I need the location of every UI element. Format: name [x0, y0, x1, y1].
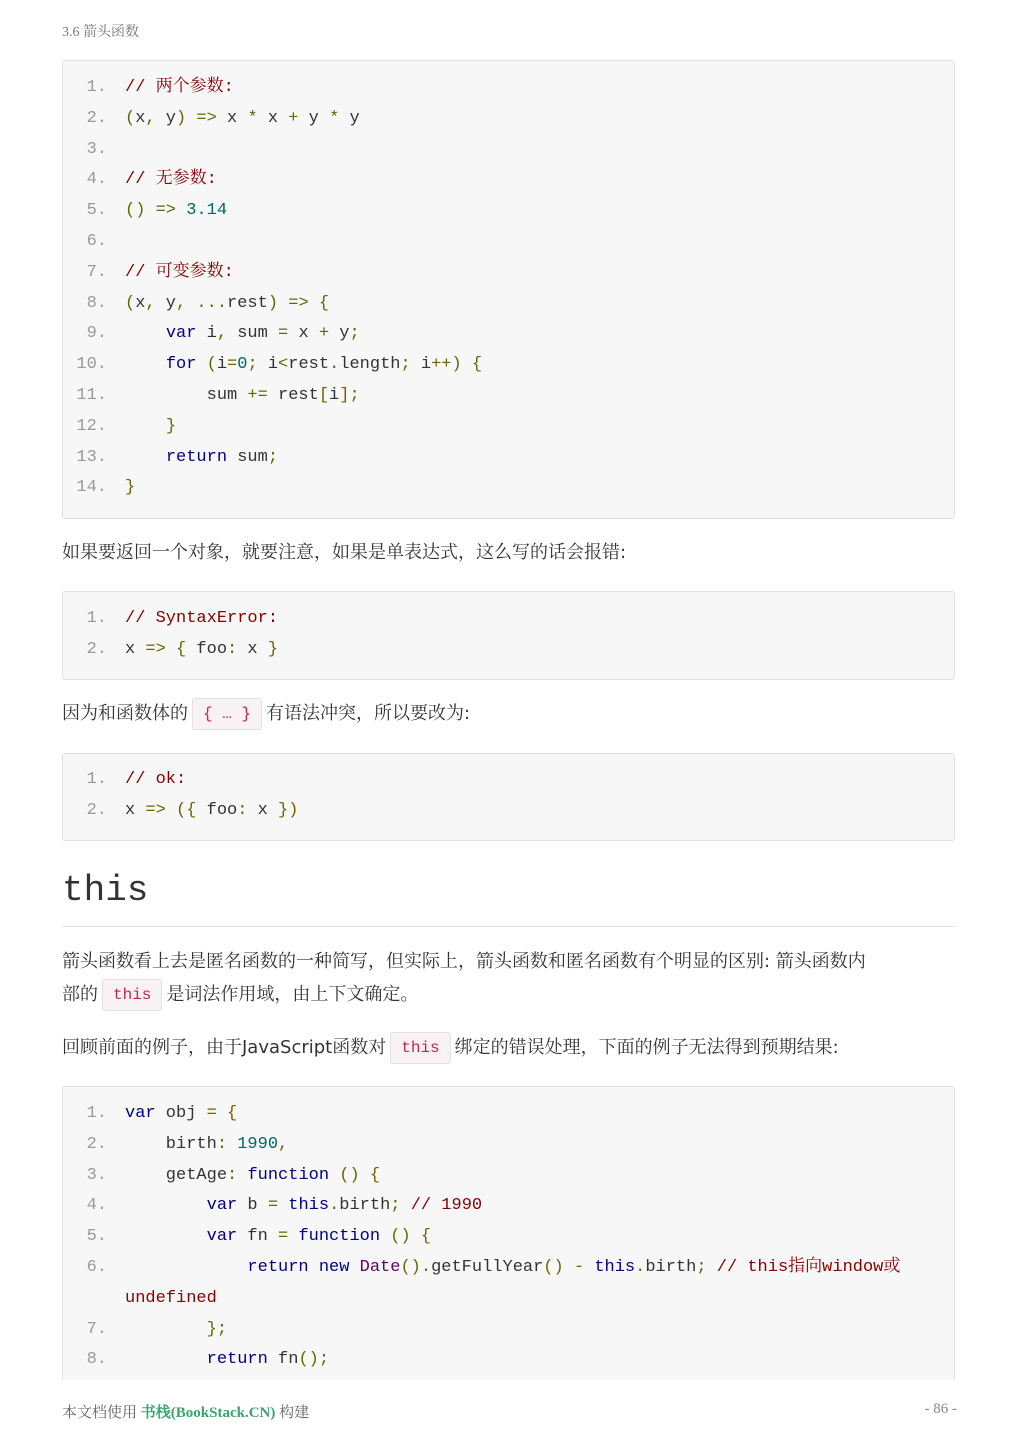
code-text: };	[206, 1319, 228, 1339]
paragraph-text: 是词法作用域，由上下文确定。	[166, 984, 419, 1005]
code-line	[63, 1284, 954, 1314]
line-number: 5.	[86, 1227, 107, 1247]
line-number: 2.	[86, 640, 107, 659]
paragraph-text: 因为和函数体的	[62, 703, 188, 724]
line-number: 4.	[86, 1196, 107, 1216]
code-text: undefined	[125, 1288, 217, 1308]
code-text: // SyntaxError:	[125, 609, 279, 628]
code-text: return sum;	[165, 447, 279, 467]
code-text: }	[165, 416, 177, 436]
code-line	[63, 412, 954, 442]
code-line	[63, 1222, 954, 1252]
footer-suffix: 构建	[275, 1405, 310, 1421]
inline-code: this	[390, 1032, 450, 1064]
paragraph	[62, 1031, 955, 1064]
code-text: () => 3.14	[125, 201, 228, 221]
line-number: 9.	[86, 324, 107, 344]
line-number: 11.	[76, 386, 107, 405]
code-line	[63, 1099, 954, 1129]
line-number: 2.	[86, 108, 107, 128]
code-line	[63, 104, 954, 134]
code-text: return new Date().getFullYear() - this.birth; // this指向window或	[247, 1258, 901, 1277]
paragraph: 如果要返回一个对象，就要注意，如果是单表达式，这么写的话会报错:	[62, 542, 627, 563]
code-line	[63, 604, 954, 634]
code-text: // ok:	[125, 770, 187, 789]
code-line	[63, 635, 954, 665]
line-number: 1.	[86, 609, 107, 628]
footer	[62, 1401, 309, 1422]
code-block	[62, 753, 955, 841]
line-number: 8.	[86, 1350, 107, 1370]
line-number: 12.	[76, 416, 107, 436]
code-text: // 两个参数:	[125, 78, 234, 97]
line-number: 2.	[86, 801, 107, 820]
line-number: 7.	[86, 1319, 107, 1339]
line-number: 10.	[76, 355, 107, 375]
inline-code: { … }	[192, 698, 262, 730]
paragraph-text: 部的	[62, 984, 98, 1005]
code-text: var i, sum = x + y;	[165, 324, 360, 344]
code-line	[63, 73, 954, 103]
line-number: 7.	[86, 262, 107, 282]
paragraph	[62, 945, 955, 1011]
line-number: 8.	[86, 293, 107, 313]
code-text: // 无参数:	[125, 170, 217, 190]
code-line	[63, 350, 954, 380]
inline-code: this	[102, 979, 162, 1011]
footer-brand-link[interactable]: 书栈(BookStack.CN)	[140, 1405, 276, 1421]
code-line	[63, 227, 954, 257]
line-number: 1.	[86, 78, 107, 97]
paragraph-text: 绑定的错误处理，下面的例子无法得到预期结果:	[454, 1037, 839, 1058]
footer-prefix: 本文档使用	[62, 1405, 141, 1421]
code-line	[63, 1315, 954, 1345]
code-line	[63, 258, 954, 288]
code-text: var b = this.birth; // 1990	[206, 1196, 483, 1216]
code-text: return fn();	[206, 1350, 330, 1370]
section-heading: this	[62, 870, 957, 927]
paragraph	[62, 697, 955, 730]
code-line	[63, 1161, 954, 1191]
line-number: 6.	[86, 1258, 107, 1277]
code-block	[62, 591, 955, 680]
running-header: 3.6 箭头函数	[62, 25, 139, 40]
code-text: }	[125, 478, 136, 498]
code-line	[63, 1130, 954, 1160]
line-number: 4.	[86, 170, 107, 190]
code-text: var obj = {	[125, 1104, 238, 1123]
code-line	[63, 289, 954, 319]
code-text: var fn = function () {	[206, 1227, 432, 1247]
paragraph-text: 有语法冲突，所以要改为:	[266, 703, 471, 724]
line-number: 1.	[86, 1104, 107, 1123]
code-line	[63, 196, 954, 226]
code-line	[63, 765, 954, 795]
code-line	[63, 165, 954, 195]
page-number: - 86 -	[924, 1401, 957, 1417]
code-block	[62, 1086, 955, 1380]
code-line	[63, 443, 954, 473]
line-number: 3.	[86, 1165, 107, 1185]
code-text: x => ({ foo: x })	[125, 801, 299, 820]
paragraph-text: 箭头函数看上去是匿名函数的一种简写，但实际上，箭头函数和匿名函数有个明显的区别: 箭头函数内	[62, 951, 866, 972]
line-number: 6.	[86, 232, 107, 251]
line-number: 2.	[86, 1134, 107, 1154]
code-line	[63, 1345, 954, 1375]
code-text: (x, y) => x * x + y * y	[125, 108, 360, 128]
code-text: sum += rest[i];	[125, 386, 360, 405]
code-line	[63, 135, 954, 165]
code-line	[63, 1253, 954, 1283]
code-line	[63, 1191, 954, 1221]
paragraph-text: 回顾前面的例子，由于JavaScript函数对	[62, 1037, 387, 1058]
line-number: 14.	[76, 478, 107, 498]
code-text: x => { foo: x }	[125, 640, 279, 659]
code-line	[63, 473, 954, 503]
code-line	[63, 381, 954, 411]
code-text: for (i=0; i<rest.length; i++) {	[165, 355, 483, 375]
code-text: birth: 1990,	[125, 1134, 289, 1154]
code-text: getAge: function () {	[125, 1165, 381, 1185]
code-block	[62, 60, 955, 519]
line-number: 1.	[86, 770, 107, 789]
code-text: // 可变参数:	[125, 262, 234, 282]
code-line	[63, 319, 954, 349]
line-number: 5.	[86, 201, 107, 221]
code-text: (x, y, ...rest) => {	[125, 293, 330, 313]
line-number: 13.	[76, 447, 107, 467]
code-line	[63, 796, 954, 826]
line-number: 3.	[86, 139, 107, 159]
